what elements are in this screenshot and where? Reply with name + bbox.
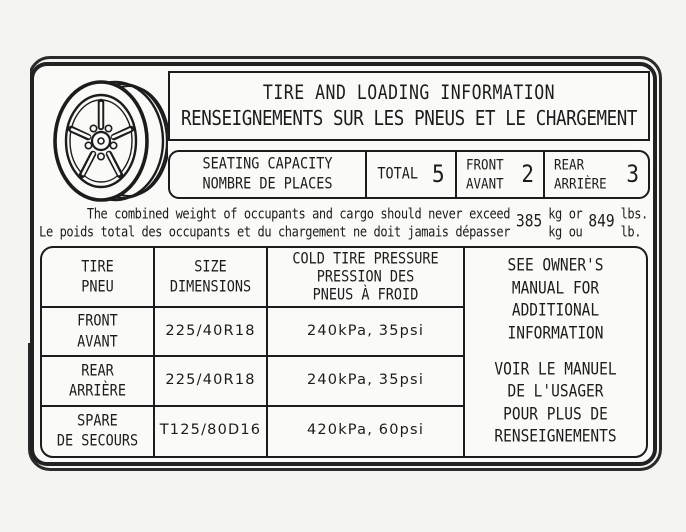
note-en-l4: INFORMATION	[507, 324, 604, 343]
header-size-en: SIZE	[194, 257, 227, 277]
seating-capacity-label	[170, 152, 367, 197]
front-tire-pressure: 240kPa, 35psi	[306, 322, 425, 339]
header-pressure	[268, 248, 465, 308]
header-pressure-l1: COLD TIRE PRESSURE	[292, 249, 439, 268]
front-label-en: FRONT	[466, 156, 504, 174]
spare-tire-pressure: 420kPa, 60psi	[306, 422, 425, 439]
table-row-front-size	[155, 308, 268, 357]
front-value: 2	[521, 160, 534, 189]
front-tire-size: 225/40R18	[165, 322, 256, 339]
lb-unit-en: lbs.	[620, 205, 648, 223]
note-fr-l1: VOIR LE MANUEL	[494, 360, 617, 380]
header-size	[155, 248, 268, 308]
rear-tire-pressure: 240kPa, 35psi	[306, 372, 425, 389]
seating-total-cell	[367, 152, 457, 197]
max-load-kg-value: 385	[516, 212, 543, 232]
table-row-spare-size	[155, 407, 268, 456]
header-tire-en: TIRE	[81, 257, 114, 277]
table-row-spare-label	[42, 407, 155, 456]
header-tire	[42, 248, 155, 308]
total-value: 5	[431, 160, 445, 189]
max-load-statement	[34, 205, 653, 241]
kg-unit-en: kg or	[548, 205, 583, 223]
header-tire-fr: PNEU	[81, 277, 114, 297]
rear-label-fr: ARRIÈRE	[554, 174, 607, 192]
header-pressure-l3: PNEUS À FROID	[312, 285, 419, 305]
note-fr-l4: RENSEIGNEMENTS	[494, 428, 617, 447]
seating-label-fr: NOMBRE DE PLACES	[202, 174, 333, 193]
owners-manual-note	[465, 248, 646, 456]
note-fr-l2: DE L'USAGER	[507, 383, 604, 402]
table-row-front-pressure	[268, 308, 465, 357]
rear-row-en: REAR	[81, 361, 114, 380]
spare-row-en: SPARE	[77, 411, 118, 431]
load-sentence-fr: Le poids total des occupants et du chargement ne doit jamais dépasser	[39, 223, 511, 241]
lb-unit-fr: lb.	[620, 223, 642, 241]
rear-label-en: REAR	[554, 156, 585, 174]
tire-loading-placard	[30, 62, 657, 466]
rear-value: 3	[626, 160, 639, 189]
rear-row-fr: ARRIÈRE	[69, 381, 126, 401]
front-row-en: FRONT	[77, 312, 118, 331]
front-row-fr: AVANT	[77, 332, 118, 351]
spare-row-fr: DE SECOURS	[56, 432, 139, 451]
table-row-rear-size	[155, 357, 268, 406]
table-row-rear-pressure	[268, 357, 465, 406]
note-en-l1: SEE OWNER'S	[507, 256, 604, 276]
table-row-rear-label	[42, 357, 155, 406]
seating-capacity-strip	[168, 150, 650, 199]
kg-unit-fr: kg ou	[548, 223, 583, 241]
load-sentence-en: The combined weight of occupants and cargo should never exceed	[86, 205, 511, 223]
note-en-l3: ADDITIONAL	[511, 301, 600, 321]
header-pressure-l2: PRESSION DES	[316, 267, 415, 287]
title-english: TIRE AND LOADING INFORMATION	[262, 81, 556, 104]
header-size-fr: DIMENSIONS	[169, 277, 252, 297]
title-box	[168, 71, 650, 141]
seating-front-cell	[457, 152, 545, 197]
front-label-fr: AVANT	[466, 174, 504, 192]
table-row-front-label	[42, 308, 155, 357]
tire-pressure-table	[40, 246, 648, 458]
seating-rear-cell	[545, 152, 648, 197]
table-row-spare-pressure	[268, 407, 465, 456]
rear-tire-size: 225/40R18	[165, 372, 256, 389]
spare-tire-size: T125/80D16	[159, 422, 262, 439]
note-en-l2: MANUAL FOR	[511, 279, 600, 298]
note-fr-l3: POUR PLUS DE	[503, 405, 608, 425]
max-load-lb-value: 849	[588, 212, 615, 232]
total-label: TOTAL	[377, 164, 418, 183]
tire-wheel-icon	[47, 79, 168, 205]
seating-label-en: SEATING CAPACITY	[202, 154, 333, 174]
title-french: RENSEIGNEMENTS SUR LES PNEUS ET LE CHARGEMENT	[180, 107, 638, 131]
